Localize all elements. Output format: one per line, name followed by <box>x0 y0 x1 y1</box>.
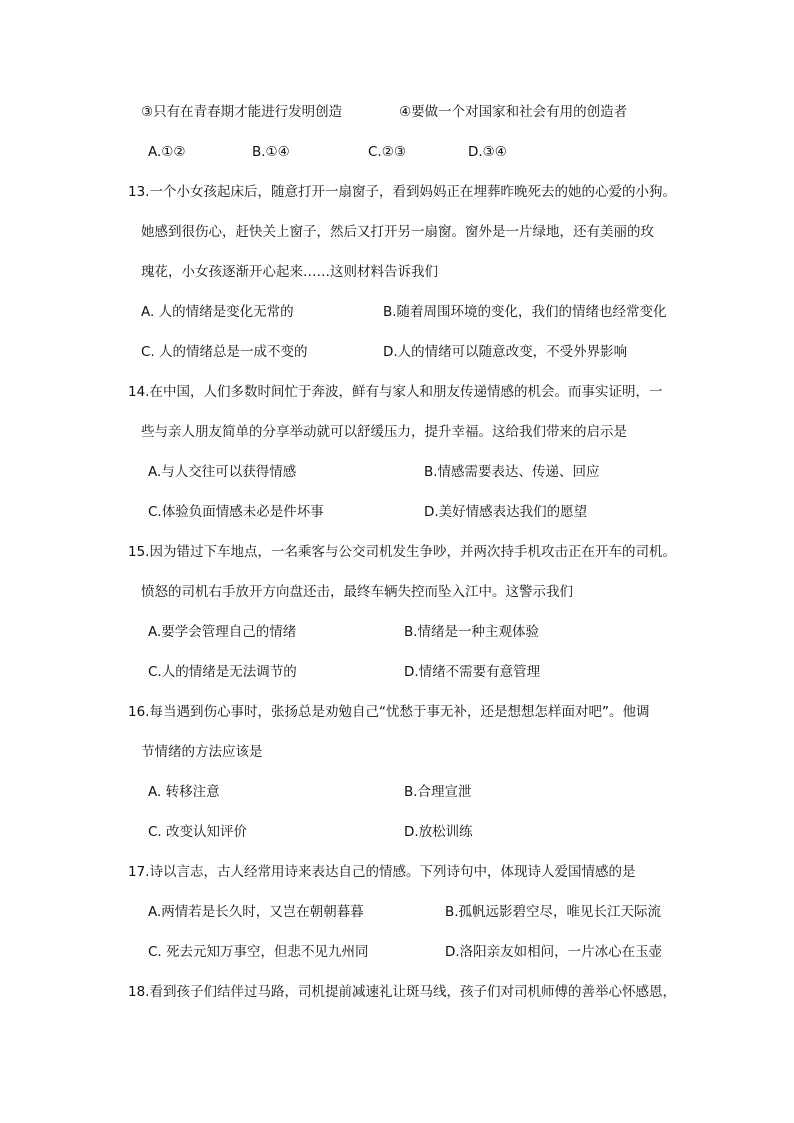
prev-item-4: ④要做一个对国家和社会有用的创造者 <box>399 104 628 120</box>
question-14-option-d: D.美好情感表达我们的愿望 <box>424 504 588 520</box>
question-14-option-a: A.与人交往可以获得情感 <box>148 464 297 480</box>
question-13-option-b: B.随着周围环境的变化，我们的情绪也经常变化 <box>383 304 667 320</box>
question-15-stem-line-1: 15.因为错过下车地点，一名乘客与公交司机发生争吵，并两次持手机攻击正在开车的司机。 <box>128 544 676 560</box>
question-17-option-a: A.两情若是长久时，又岂在朝朝暮暮 <box>148 904 364 920</box>
question-17-option-c: C. 死去元知万事空，但悲不见九州同 <box>148 944 369 960</box>
question-15-option-b: B.情绪是一种主观体验 <box>404 624 540 640</box>
prev-option-b: B.①④ <box>252 144 290 160</box>
question-13-option-d: D.人的情绪可以随意改变，不受外界影响 <box>383 344 628 360</box>
question-16-option-d: D.放松训练 <box>404 824 473 840</box>
question-14-option-b: B.情感需要表达、传递、回应 <box>424 464 600 480</box>
question-16-option-a: A. 转移注意 <box>148 784 220 800</box>
question-16-stem-line-2: 节情绪的方法应该是 <box>141 744 263 760</box>
prev-option-d: D.③④ <box>468 144 507 160</box>
question-17-stem-line-1: 17.诗以言志，古人经常用诗来表达自己的情感。下列诗句中，体现诗人爱国情感的是 <box>128 864 636 880</box>
question-13-stem-line-1: 13.一个小女孩起床后，随意打开一扇窗子，看到妈妈正在埋葬昨晚死去的她的心爱的小狗。 <box>128 184 676 200</box>
prev-option-a: A.①② <box>148 144 186 160</box>
question-15-stem-line-2: 愤怒的司机右手放开方向盘还击，最终车辆失控而坠入江中。这警示我们 <box>141 584 573 600</box>
prev-item-3: ③只有在青春期才能进行发明创造 <box>141 104 343 120</box>
question-13-option-c: C. 人的情绪总是一成不变的 <box>141 344 308 360</box>
question-16-option-c: C. 改变认知评价 <box>148 824 248 840</box>
question-18-stem-line-1: 18.看到孩子们结伴过马路，司机提前减速礼让斑马线，孩子们对司机师傅的善举心怀感恩， <box>128 984 676 1000</box>
question-16-stem-line-1: 16.每当遇到伤心事时，张扬总是劝勉自己“忧愁于事无补，还是想想怎样面对吧”。他调 <box>128 704 650 720</box>
question-17-option-d: D.洛阳亲友如相问，一片冰心在玉壶 <box>445 944 663 960</box>
prev-option-c: C.②③ <box>368 144 406 160</box>
question-13-stem-line-2: 她感到很伤心，赶快关上窗子，然后又打开另一扇窗。窗外是一片绿地，还有美丽的玫 <box>141 224 654 240</box>
question-15-option-a: A.要学会管理自己的情绪 <box>148 624 297 640</box>
question-16-option-b: B.合理宣泄 <box>404 784 472 800</box>
question-14-stem-line-2: 些与亲人朋友简单的分享举动就可以舒缓压力，提升幸福。这给我们带来的启示是 <box>141 424 627 440</box>
question-17-option-b: B.孤帆远影碧空尽，唯见长江天际流 <box>445 904 662 920</box>
question-15-option-d: D.情绪不需要有意管理 <box>404 664 541 680</box>
question-14-stem-line-1: 14.在中国，人们多数时间忙于奔波，鲜有与家人和朋友传递情感的机会。而事实证明，一 <box>128 384 663 400</box>
question-15-option-c: C.人的情绪是无法调节的 <box>148 664 297 680</box>
question-14-option-c: C.体验负面情感未必是件坏事 <box>148 504 324 520</box>
question-13-option-a: A. 人的情绪是变化无常的 <box>141 304 294 320</box>
question-13-stem-line-3: 瑰花，小女孩逐渐开心起来……这则材料告诉我们 <box>141 264 438 280</box>
